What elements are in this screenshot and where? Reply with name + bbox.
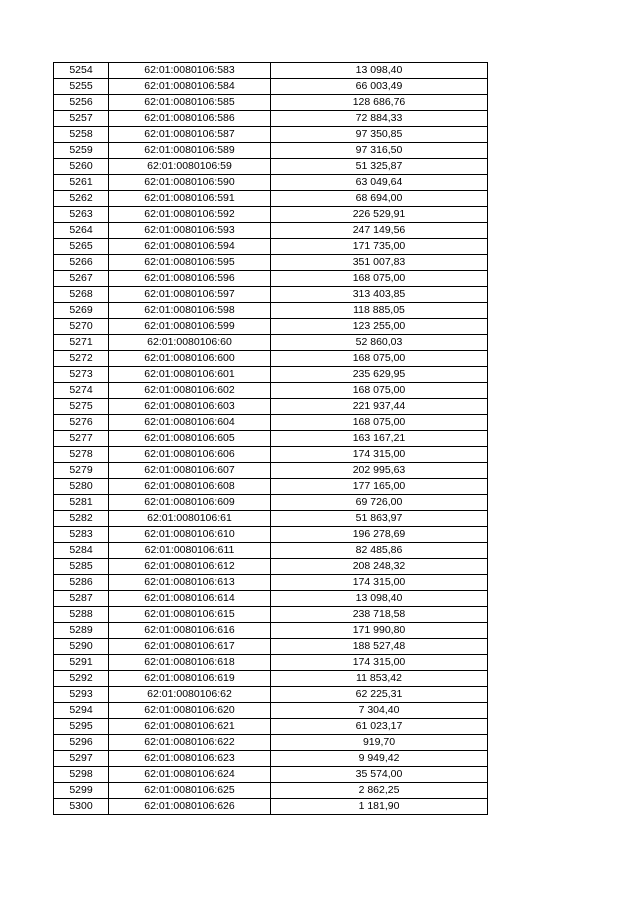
cadastral-number-cell: 62:01:0080106:613 [109, 575, 271, 591]
table-row [54, 607, 488, 623]
row-number-cell: 5256 [54, 95, 109, 111]
cadastral-number-cell: 62:01:0080106:600 [109, 351, 271, 367]
cadastral-number-cell: 62:01:0080106:591 [109, 191, 271, 207]
table-row [54, 767, 488, 783]
row-number-cell: 5263 [54, 207, 109, 223]
row-number-cell: 5300 [54, 799, 109, 815]
cadastral-number-cell: 62:01:0080106:610 [109, 527, 271, 543]
value-cell: 68 694,00 [271, 191, 488, 207]
value-cell: 171 990,80 [271, 623, 488, 639]
cadastral-number-cell: 62:01:0080106:622 [109, 735, 271, 751]
table-row [54, 623, 488, 639]
row-number-cell: 5289 [54, 623, 109, 639]
table-row [54, 223, 488, 239]
row-number-cell: 5288 [54, 607, 109, 623]
row-number-cell: 5294 [54, 703, 109, 719]
row-number-cell: 5284 [54, 543, 109, 559]
cadastral-number-cell: 62:01:0080106:62 [109, 687, 271, 703]
value-cell: 1 181,90 [271, 799, 488, 815]
cadastral-number-cell: 62:01:0080106:621 [109, 719, 271, 735]
table-row [54, 527, 488, 543]
cadastral-number-cell: 62:01:0080106:595 [109, 255, 271, 271]
cadastral-number-cell: 62:01:0080106:624 [109, 767, 271, 783]
row-number-cell: 5261 [54, 175, 109, 191]
value-cell: 63 049,64 [271, 175, 488, 191]
cadastral-number-cell: 62:01:0080106:597 [109, 287, 271, 303]
table-row [54, 559, 488, 575]
value-cell: 174 315,00 [271, 575, 488, 591]
table-row [54, 63, 488, 79]
cadastral-value-table [53, 62, 488, 815]
value-cell: 62 225,31 [271, 687, 488, 703]
value-cell: 226 529,91 [271, 207, 488, 223]
row-number-cell: 5268 [54, 287, 109, 303]
table-row [54, 175, 488, 191]
row-number-cell: 5272 [54, 351, 109, 367]
value-cell: 61 023,17 [271, 719, 488, 735]
table-row [54, 271, 488, 287]
value-cell: 72 884,33 [271, 111, 488, 127]
table-row [54, 751, 488, 767]
cadastral-number-cell: 62:01:0080106:61 [109, 511, 271, 527]
value-cell: 196 278,69 [271, 527, 488, 543]
row-number-cell: 5257 [54, 111, 109, 127]
value-cell: 35 574,00 [271, 767, 488, 783]
table-row [54, 415, 488, 431]
value-cell: 313 403,85 [271, 287, 488, 303]
value-cell: 2 862,25 [271, 783, 488, 799]
row-number-cell: 5259 [54, 143, 109, 159]
row-number-cell: 5290 [54, 639, 109, 655]
row-number-cell: 5269 [54, 303, 109, 319]
row-number-cell: 5285 [54, 559, 109, 575]
table-row [54, 319, 488, 335]
cadastral-number-cell: 62:01:0080106:602 [109, 383, 271, 399]
value-cell: 174 315,00 [271, 655, 488, 671]
row-number-cell: 5282 [54, 511, 109, 527]
value-cell: 163 167,21 [271, 431, 488, 447]
table-row [54, 591, 488, 607]
cadastral-number-cell: 62:01:0080106:620 [109, 703, 271, 719]
value-cell: 118 885,05 [271, 303, 488, 319]
table-row [54, 719, 488, 735]
row-number-cell: 5296 [54, 735, 109, 751]
value-cell: 168 075,00 [271, 351, 488, 367]
row-number-cell: 5255 [54, 79, 109, 95]
value-cell: 208 248,32 [271, 559, 488, 575]
row-number-cell: 5286 [54, 575, 109, 591]
table-row [54, 351, 488, 367]
row-number-cell: 5298 [54, 767, 109, 783]
table-row [54, 479, 488, 495]
row-number-cell: 5283 [54, 527, 109, 543]
cadastral-number-cell: 62:01:0080106:604 [109, 415, 271, 431]
table-row [54, 511, 488, 527]
cadastral-number-cell: 62:01:0080106:625 [109, 783, 271, 799]
value-cell: 168 075,00 [271, 271, 488, 287]
value-cell: 174 315,00 [271, 447, 488, 463]
cadastral-number-cell: 62:01:0080106:59 [109, 159, 271, 175]
table-row [54, 95, 488, 111]
row-number-cell: 5297 [54, 751, 109, 767]
table-row [54, 239, 488, 255]
row-number-cell: 5295 [54, 719, 109, 735]
table-row [54, 655, 488, 671]
cadastral-number-cell: 62:01:0080106:586 [109, 111, 271, 127]
row-number-cell: 5280 [54, 479, 109, 495]
cadastral-number-cell: 62:01:0080106:60 [109, 335, 271, 351]
cadastral-number-cell: 62:01:0080106:617 [109, 639, 271, 655]
table-body [54, 63, 488, 815]
cadastral-number-cell: 62:01:0080106:584 [109, 79, 271, 95]
cadastral-number-cell: 62:01:0080106:603 [109, 399, 271, 415]
cadastral-number-cell: 62:01:0080106:598 [109, 303, 271, 319]
value-cell: 7 304,40 [271, 703, 488, 719]
table-row [54, 383, 488, 399]
cadastral-number-cell: 62:01:0080106:583 [109, 63, 271, 79]
table-row [54, 127, 488, 143]
table-row [54, 495, 488, 511]
cadastral-number-cell: 62:01:0080106:614 [109, 591, 271, 607]
cadastral-number-cell: 62:01:0080106:599 [109, 319, 271, 335]
table-row [54, 335, 488, 351]
value-cell: 221 937,44 [271, 399, 488, 415]
row-number-cell: 5279 [54, 463, 109, 479]
cadastral-number-cell: 62:01:0080106:585 [109, 95, 271, 111]
row-number-cell: 5273 [54, 367, 109, 383]
value-cell: 247 149,56 [271, 223, 488, 239]
cadastral-number-cell: 62:01:0080106:623 [109, 751, 271, 767]
table-row [54, 671, 488, 687]
row-number-cell: 5277 [54, 431, 109, 447]
value-cell: 128 686,76 [271, 95, 488, 111]
value-cell: 82 485,86 [271, 543, 488, 559]
cadastral-number-cell: 62:01:0080106:608 [109, 479, 271, 495]
table-row [54, 543, 488, 559]
cadastral-number-cell: 62:01:0080106:616 [109, 623, 271, 639]
cadastral-number-cell: 62:01:0080106:605 [109, 431, 271, 447]
value-cell: 123 255,00 [271, 319, 488, 335]
row-number-cell: 5260 [54, 159, 109, 175]
row-number-cell: 5287 [54, 591, 109, 607]
row-number-cell: 5264 [54, 223, 109, 239]
table-row [54, 367, 488, 383]
value-cell: 351 007,83 [271, 255, 488, 271]
cadastral-number-cell: 62:01:0080106:609 [109, 495, 271, 511]
value-cell: 177 165,00 [271, 479, 488, 495]
table-row [54, 255, 488, 271]
value-cell: 97 316,50 [271, 143, 488, 159]
row-number-cell: 5278 [54, 447, 109, 463]
cadastral-number-cell: 62:01:0080106:606 [109, 447, 271, 463]
table-row [54, 111, 488, 127]
row-number-cell: 5275 [54, 399, 109, 415]
value-cell: 171 735,00 [271, 239, 488, 255]
value-cell: 9 949,42 [271, 751, 488, 767]
cadastral-number-cell: 62:01:0080106:587 [109, 127, 271, 143]
value-cell: 51 325,87 [271, 159, 488, 175]
table-row [54, 447, 488, 463]
row-number-cell: 5265 [54, 239, 109, 255]
cadastral-number-cell: 62:01:0080106:592 [109, 207, 271, 223]
row-number-cell: 5293 [54, 687, 109, 703]
table-row [54, 575, 488, 591]
cadastral-number-cell: 62:01:0080106:612 [109, 559, 271, 575]
value-cell: 919,70 [271, 735, 488, 751]
row-number-cell: 5271 [54, 335, 109, 351]
value-cell: 11 853,42 [271, 671, 488, 687]
value-cell: 13 098,40 [271, 591, 488, 607]
row-number-cell: 5254 [54, 63, 109, 79]
table-row [54, 735, 488, 751]
cadastral-number-cell: 62:01:0080106:619 [109, 671, 271, 687]
row-number-cell: 5267 [54, 271, 109, 287]
table-row [54, 783, 488, 799]
table-row [54, 431, 488, 447]
cadastral-number-cell: 62:01:0080106:626 [109, 799, 271, 815]
value-cell: 66 003,49 [271, 79, 488, 95]
cadastral-number-cell: 62:01:0080106:607 [109, 463, 271, 479]
table-row [54, 687, 488, 703]
row-number-cell: 5262 [54, 191, 109, 207]
table-row [54, 207, 488, 223]
table-row [54, 79, 488, 95]
value-cell: 13 098,40 [271, 63, 488, 79]
table-row [54, 143, 488, 159]
value-cell: 238 718,58 [271, 607, 488, 623]
row-number-cell: 5292 [54, 671, 109, 687]
table-row [54, 159, 488, 175]
cadastral-number-cell: 62:01:0080106:611 [109, 543, 271, 559]
table-row [54, 287, 488, 303]
row-number-cell: 5270 [54, 319, 109, 335]
value-cell: 235 629,95 [271, 367, 488, 383]
cadastral-number-cell: 62:01:0080106:594 [109, 239, 271, 255]
cadastral-number-cell: 62:01:0080106:589 [109, 143, 271, 159]
cadastral-number-cell: 62:01:0080106:596 [109, 271, 271, 287]
value-cell: 188 527,48 [271, 639, 488, 655]
value-cell: 168 075,00 [271, 415, 488, 431]
row-number-cell: 5258 [54, 127, 109, 143]
value-cell: 69 726,00 [271, 495, 488, 511]
row-number-cell: 5266 [54, 255, 109, 271]
row-number-cell: 5276 [54, 415, 109, 431]
row-number-cell: 5291 [54, 655, 109, 671]
row-number-cell: 5281 [54, 495, 109, 511]
cadastral-number-cell: 62:01:0080106:590 [109, 175, 271, 191]
table-row [54, 703, 488, 719]
value-cell: 168 075,00 [271, 383, 488, 399]
table-row [54, 463, 488, 479]
table-row [54, 303, 488, 319]
value-cell: 52 860,03 [271, 335, 488, 351]
cadastral-number-cell: 62:01:0080106:615 [109, 607, 271, 623]
table-row [54, 191, 488, 207]
row-number-cell: 5274 [54, 383, 109, 399]
value-cell: 202 995,63 [271, 463, 488, 479]
row-number-cell: 5299 [54, 783, 109, 799]
value-cell: 97 350,85 [271, 127, 488, 143]
value-cell: 51 863,97 [271, 511, 488, 527]
table-row [54, 399, 488, 415]
cadastral-number-cell: 62:01:0080106:593 [109, 223, 271, 239]
table-row [54, 799, 488, 815]
cadastral-number-cell: 62:01:0080106:601 [109, 367, 271, 383]
table-row [54, 639, 488, 655]
cadastral-number-cell: 62:01:0080106:618 [109, 655, 271, 671]
